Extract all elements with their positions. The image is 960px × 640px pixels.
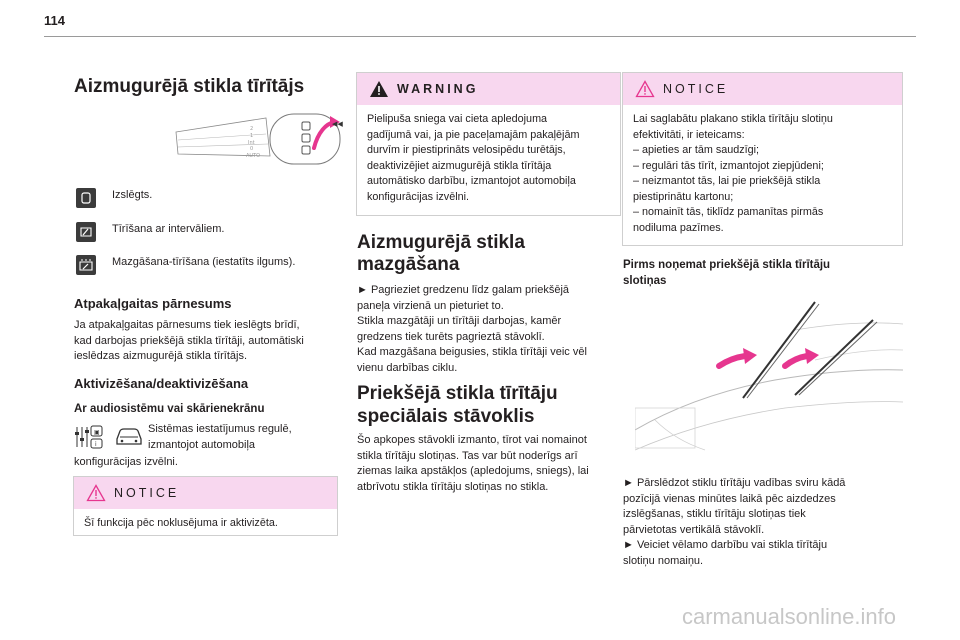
before-removal-title-line2: slotiņas <box>623 275 667 287</box>
svg-text:▣: ▣ <box>94 429 100 436</box>
header-divider <box>44 36 916 37</box>
wash-line: paneļa virzienā un pieturiet to. <box>357 299 504 312</box>
watermark: carmanualsonline.info <box>681 604 896 629</box>
audio-line: Sistēmas iestatījumus regulē, <box>148 423 292 435</box>
reverse-gear-title: Atpakaļgaitas pārnesums <box>74 296 232 311</box>
wiper-blades-illustration <box>635 300 903 460</box>
rear-wash-title-line1: Aizmugurējā stikla <box>357 232 525 253</box>
notice-line: piestiprinātu kartonu; <box>633 190 734 203</box>
notice-body <box>74 509 337 540</box>
reverse-line: Ja atpakaļgaitas pārnesums tiek ieslēgts brīdī, <box>74 319 300 331</box>
step-line: ► Veiciet vēlamo darbību vai stikla tīrītāju <box>623 539 828 551</box>
special-line: Šo apkopes stāvokli izmanto, tīrot vai nomainot <box>357 434 587 446</box>
icon-desc-wash: Mazgāšana-tīrīšana (iestatīts ilgums). <box>112 256 296 268</box>
wiper-stalk-illustration <box>174 110 344 170</box>
special-line: stikla tīrītāju slotiņas. Tas var būt noderīgs arī <box>357 449 578 462</box>
wash-line: ► Pagrieziet gredzenu līdz galam priekšējā <box>357 284 570 296</box>
notice-line: – neizmantot tās, lai pie priekšējā stikla <box>633 175 821 187</box>
audio-subtitle: Ar audiosistēmu vai skārienekrānu <box>74 403 265 415</box>
special-line: ziemas laika apstākļos (apledojums, sniegs), lai <box>357 465 589 477</box>
icon-desc-off: Izslēgts. <box>112 189 153 201</box>
step-line: slotiņu nomaiņu. <box>623 554 704 567</box>
step-line: ► Pārslēdzot stiklu tīrītāju vadības sviru kādā <box>623 477 846 489</box>
notice-line: efektivitāti, ir ieteicams: <box>633 128 745 141</box>
step-line: pārvietotas vertikālā stāvoklī. <box>623 523 765 536</box>
svg-text:◀◀: ◀◀ <box>332 120 343 128</box>
warning-line: Pielipuša sniega vai cieta apledojuma <box>367 113 548 125</box>
svg-text:i: i <box>95 441 97 448</box>
wash-line: Kad mazgāšana beigusies, stikla tīrītāji veic vēl <box>357 346 587 358</box>
warning-box <box>356 72 621 216</box>
audio-text <box>148 422 292 453</box>
notice-text: Šī funkcija pēc noklusējuma ir aktivizēta. <box>84 517 278 529</box>
warning-triangle-icon <box>369 80 389 98</box>
notice-triangle-icon <box>86 484 106 502</box>
audio-system-icon <box>74 423 104 451</box>
wash-line: vienu darbības ciklu. <box>357 361 458 374</box>
notice-line: nodiluma pazīmes. <box>633 221 724 234</box>
car-config-icon <box>114 425 144 447</box>
wiper-wash-icon <box>76 255 96 275</box>
notice-triangle-icon <box>635 80 655 98</box>
special-position-title-line2: speciālais stāvoklis <box>357 406 535 427</box>
notice-label: NOTICE <box>663 82 729 96</box>
special-position-title-line1: Priekšējā stikla tīrītāju <box>357 383 558 404</box>
svg-text:0: 0 <box>250 146 254 152</box>
notice-line: – regulāri tās tīrīt, izmantojot ziepjūdeni; <box>633 159 824 172</box>
wiper-off-icon <box>76 188 96 208</box>
special-position-text <box>357 433 589 495</box>
rear-wash-title-line2: mazgāšana <box>357 254 460 275</box>
wash-line: Stikla mazgātāji un tīrītāji darbojas, kamēr <box>357 315 562 327</box>
reverse-gear-text <box>74 318 304 365</box>
audio-text-last: konfigurācijas izvēlni. <box>74 456 178 468</box>
svg-text:Int: Int <box>248 140 255 146</box>
step-line: izslēgšanas, stiklu tīrītāju slotiņas tiek <box>623 508 806 520</box>
notice-line: Lai saglabātu plakano stikla tīrītāju slotiņu <box>633 113 833 125</box>
svg-text:2: 2 <box>250 126 254 132</box>
warning-body <box>357 105 620 213</box>
notice-line: – apieties ar tām saudzīgi; <box>633 144 760 156</box>
rear-wash-text <box>357 283 587 376</box>
warning-line: deaktivizējiet aizmugurējā stikla tīrītāja <box>367 159 552 172</box>
wiper-interval-icon <box>76 222 96 242</box>
activation-title: Aktivizēšana/deaktivizēšana <box>74 376 249 391</box>
notice-line: – nomainīt tās, tiklīdz pamanītas pirmās <box>633 206 824 218</box>
page-number: 114 <box>44 13 65 28</box>
special-line: atbrīvotu stikla tīrītāju slotiņas no stikla. <box>357 480 549 493</box>
notice-box-default <box>73 476 338 536</box>
svg-text:AUTO: AUTO <box>246 153 261 159</box>
warning-line: konfigurācijas izvēlni. <box>367 190 470 203</box>
icon-desc-interval: Tīrīšana ar intervāliem. <box>112 223 225 235</box>
warning-line: durvīm ir piestiprināts velosipēdu turētājs, <box>367 144 566 156</box>
reverse-line: ieslēdzas aizmugurējā stikla tīrītājs. <box>74 350 248 362</box>
wash-line: gredzens tiek turēts pagrieztā stāvoklī. <box>357 330 545 343</box>
section-title-rear-wiper: Aizmugurējā stikla tīrītājs <box>74 76 305 97</box>
notice-label: NOTICE <box>114 486 180 500</box>
warning-line: gadījumā vai, ja pie paceļamajām pakaļējām <box>367 128 580 141</box>
audio-line: izmantojot automobiļa <box>148 438 256 451</box>
warning-header <box>357 73 620 105</box>
warning-label: WARNING <box>397 82 479 96</box>
notice-box-care <box>622 72 903 246</box>
reverse-line: kad darbojas priekšējā stikla tīrītāji, automātiski <box>74 334 304 347</box>
steps-text <box>623 476 845 569</box>
before-removal-title-line1: Pirms noņemat priekšējā stikla tīrītāju <box>623 259 831 271</box>
svg-text:1: 1 <box>250 133 254 139</box>
notice-body <box>623 105 902 244</box>
step-line: pozīcijā vienas minūtes laikā pēc aizdedzes <box>623 492 836 505</box>
warning-line: automātisko darbību, izmantojot automobiļa <box>367 175 576 187</box>
notice-header <box>74 477 337 509</box>
notice-header <box>623 73 902 105</box>
